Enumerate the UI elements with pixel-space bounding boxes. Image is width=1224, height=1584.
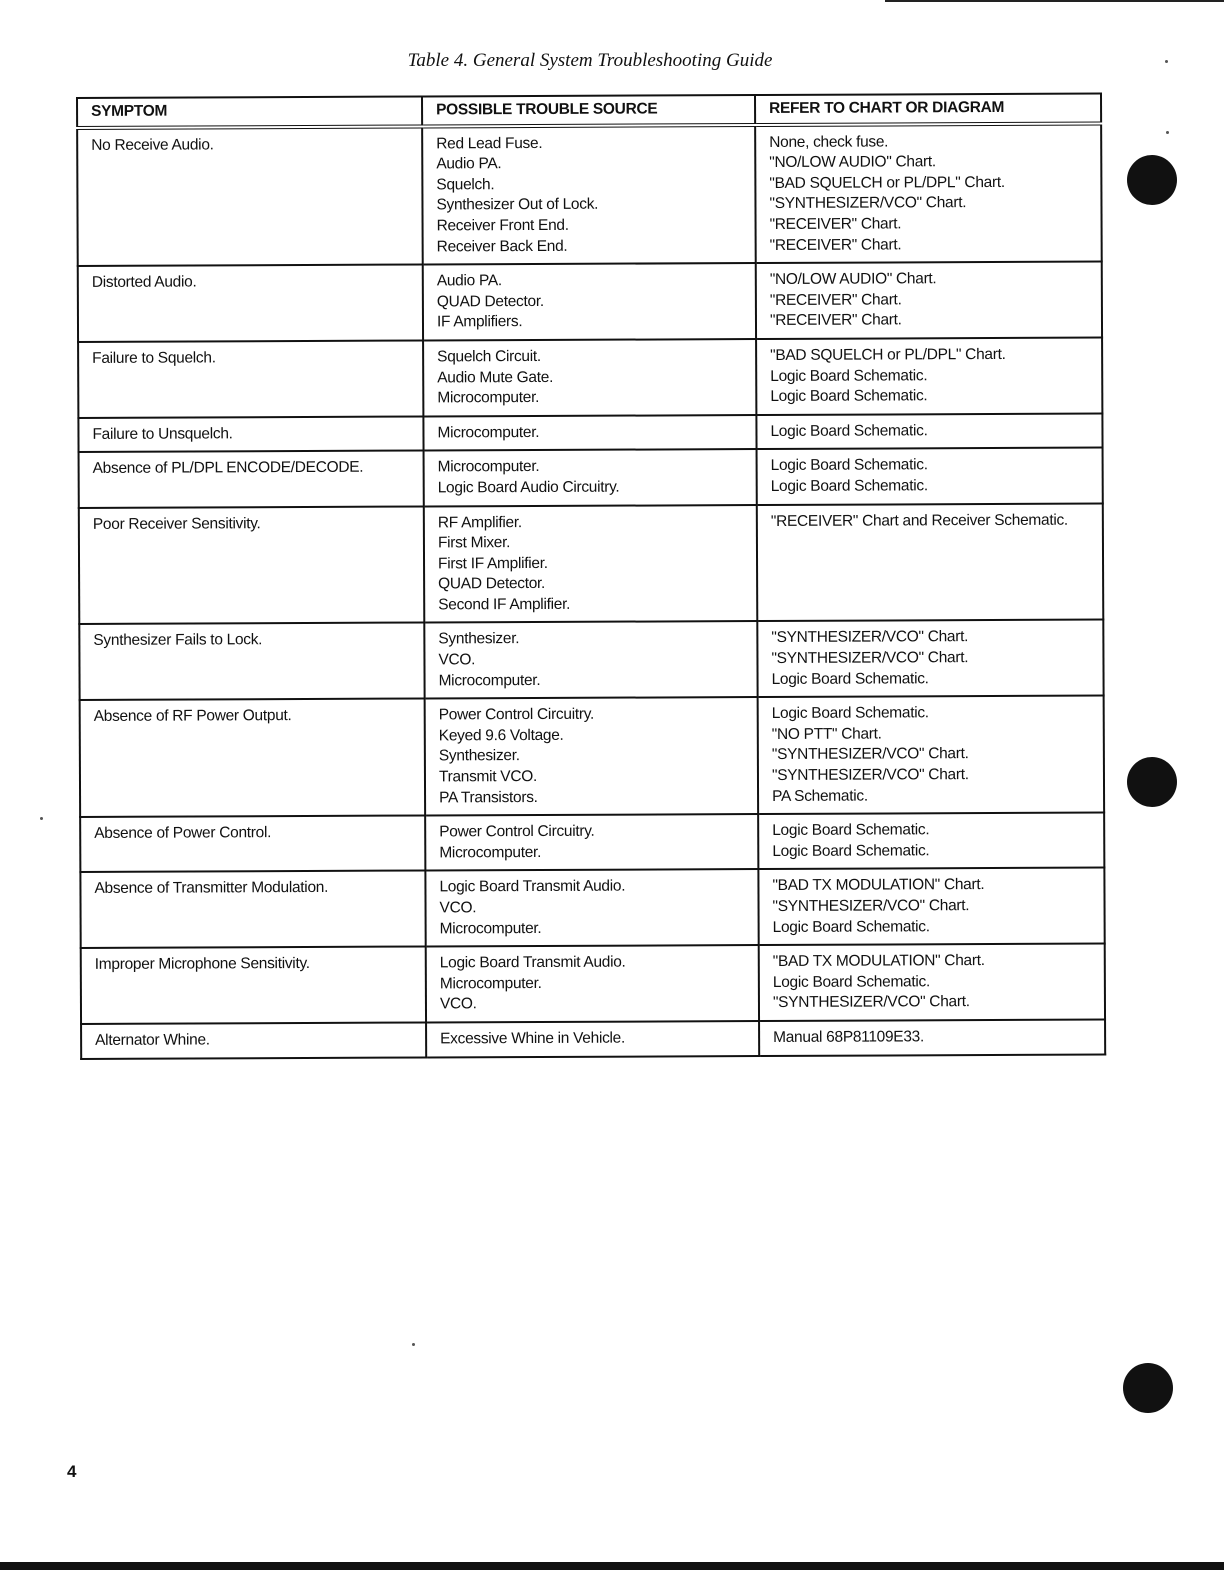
- reference-cell: [755, 123, 1102, 263]
- trouble-source-cell: [422, 125, 756, 265]
- trouble-source-cell: [424, 505, 758, 623]
- header-symptom: SYMPTOM: [77, 96, 422, 127]
- table-title: Table 4. General System Troubleshooting Guide: [407, 50, 773, 71]
- trouble-source-cell: [426, 945, 759, 1022]
- table-row: [80, 696, 1105, 817]
- reference-item: Logic Board Schematic.: [771, 704, 929, 723]
- symptom-text: Distorted Audio.: [91, 273, 197, 292]
- trouble-source-item: Second IF Amplifier.: [438, 595, 571, 614]
- reference-cell: [759, 1019, 1105, 1055]
- trouble-source-item: Squelch Circuit.: [437, 347, 541, 366]
- table-row: [79, 448, 1103, 508]
- scan-speck: [412, 1343, 415, 1346]
- table-row: [80, 868, 1104, 948]
- scan-speck: [1166, 131, 1169, 134]
- trouble-source-item: VCO.: [438, 651, 476, 669]
- symptom-cell: [79, 451, 424, 508]
- symptom-text: Failure to Unsquelch.: [92, 425, 233, 443]
- trouble-source-item: Transmit VCO.: [438, 768, 538, 786]
- reference-item: "SYNTHESIZER/VCO" Chart.: [771, 649, 969, 668]
- trouble-source-item: Keyed 9.6 Voltage.: [438, 726, 564, 745]
- reference-item: Logic Board Schematic.: [771, 669, 929, 688]
- reference-item: Manual 68P81109E33.: [773, 1028, 925, 1046]
- scan-edge-bottom: [0, 1562, 1224, 1570]
- reference-item: "BAD SQUELCH or PL/DPL" Chart.: [770, 345, 1006, 364]
- symptom-text: Absence of Transmitter Modulation.: [94, 879, 329, 898]
- trouble-source-item: QUAD Detector.: [438, 575, 546, 593]
- reference-cell: [758, 813, 1104, 870]
- trouble-source-item: Power Control Circuitry.: [438, 705, 595, 724]
- reference-item: Logic Board Schematic.: [770, 387, 928, 406]
- trouble-source-item: QUAD Detector.: [436, 292, 544, 311]
- reference-item: "SYNTHESIZER/VCO" Chart.: [771, 766, 969, 785]
- trouble-source-cell: [426, 1021, 759, 1057]
- trouble-source-item: Audio PA.: [436, 272, 502, 290]
- reference-cell: [756, 262, 1102, 339]
- symptom-cell: [78, 416, 423, 452]
- trouble-source-item: Excessive Whine in Vehicle.: [440, 1029, 626, 1048]
- reference-item: Logic Board Schematic.: [772, 821, 930, 840]
- troubleshooting-table-container: [76, 93, 1104, 1060]
- trouble-source-item: RF Amplifier.: [437, 513, 522, 531]
- reference-item: "RECEIVER" Chart.: [769, 311, 902, 330]
- header-refer-chart: REFER TO CHART OR DIAGRAM: [755, 94, 1101, 125]
- scan-edge-top: [885, 0, 1224, 2]
- trouble-source-item: First Mixer.: [437, 534, 511, 552]
- table-row: [78, 413, 1102, 452]
- symptom-text: Failure to Squelch.: [92, 349, 216, 367]
- trouble-source-cell: [425, 869, 758, 946]
- trouble-source-item: Synthesizer Out of Lock.: [436, 196, 599, 214]
- table-row: [81, 944, 1105, 1024]
- symptom-text: Alternator Whine.: [95, 1031, 210, 1049]
- trouble-source-item: Audio Mute Gate.: [437, 368, 554, 386]
- symptom-cell: [78, 265, 423, 342]
- reference-item: "SYNTHESIZER/VCO" Chart.: [771, 628, 969, 647]
- trouble-source-item: Synthesizer.: [438, 630, 520, 648]
- trouble-source-item: Microcomputer.: [437, 423, 540, 442]
- symptom-cell: [77, 126, 423, 266]
- table-body: [77, 123, 1105, 1058]
- trouble-source-cell: [424, 449, 757, 506]
- table-row: [77, 123, 1102, 266]
- trouble-source-item: PA Transistors.: [439, 788, 538, 807]
- reference-item: "BAD TX MODULATION" Chart.: [772, 876, 985, 895]
- trouble-source-cell: [424, 622, 757, 699]
- reference-item: "BAD TX MODULATION" Chart.: [772, 952, 985, 971]
- scan-speck: [1165, 60, 1168, 63]
- trouble-source-item: Logic Board Transmit Audio.: [439, 878, 626, 896]
- trouble-source-item: VCO.: [439, 995, 477, 1013]
- trouble-source-item: Microcomputer.: [437, 389, 540, 407]
- trouble-source-item: Microcomputer.: [437, 458, 540, 476]
- symptom-cell: [79, 506, 425, 624]
- trouble-source-item: Microcomputer.: [439, 843, 542, 862]
- reference-item: Logic Board Schematic.: [770, 422, 928, 440]
- table-row: [80, 813, 1104, 873]
- reference-cell: [758, 696, 1105, 814]
- reference-item: "RECEIVER" Chart.: [769, 291, 902, 309]
- trouble-source-item: Microcomputer.: [438, 671, 541, 690]
- reference-cell: [759, 944, 1105, 1021]
- table-row: [81, 1019, 1105, 1058]
- reference-item: "BAD SQUELCH or PL/DPL" Chart.: [769, 173, 1005, 192]
- reference-item: "RECEIVER" Chart.: [769, 235, 902, 254]
- reference-item: Logic Board Schematic.: [772, 973, 931, 991]
- trouble-source-item: Logic Board Transmit Audio.: [439, 953, 626, 972]
- symptom-text: Poor Receiver Sensitivity.: [92, 514, 261, 533]
- troubleshooting-table: [76, 93, 1106, 1060]
- binder-hole: [1123, 1363, 1173, 1413]
- symptom-text: No Receive Audio.: [91, 135, 214, 154]
- table-row: [79, 620, 1103, 700]
- symptom-text: Improper Microphone Sensitivity.: [94, 955, 310, 974]
- reference-item: Logic Board Schematic.: [770, 366, 928, 385]
- symptom-text: Absence of RF Power Output.: [93, 707, 292, 726]
- trouble-source-item: Audio PA.: [436, 155, 502, 173]
- reference-cell: [757, 448, 1103, 505]
- trouble-source-cell: [425, 814, 758, 871]
- table-header-row: [77, 94, 1101, 128]
- reference-item: "SYNTHESIZER/VCO" Chart.: [772, 897, 970, 915]
- binder-hole: [1127, 155, 1177, 205]
- symptom-cell: [80, 816, 425, 873]
- scan-speck: [40, 817, 43, 820]
- symptom-cell: [79, 623, 424, 700]
- trouble-source-item: Power Control Circuitry.: [439, 822, 595, 841]
- reference-cell: [756, 413, 1102, 449]
- symptom-text: Synthesizer Fails to Lock.: [93, 631, 263, 650]
- reference-item: Logic Board Schematic.: [770, 456, 928, 475]
- symptom-cell: [80, 871, 425, 948]
- reference-item: "NO/LOW AUDIO" Chart.: [769, 153, 936, 172]
- reference-item: Logic Board Schematic.: [770, 477, 928, 495]
- reference-item: Logic Board Schematic.: [772, 842, 930, 860]
- reference-item: "RECEIVER" Chart.: [769, 215, 902, 233]
- reference-item: "RECEIVER" Chart and Receiver Schematic.: [770, 511, 1068, 530]
- table-row: [79, 503, 1104, 624]
- reference-item: "SYNTHESIZER/VCO" Chart.: [769, 194, 967, 213]
- symptom-cell: [81, 947, 426, 1024]
- trouble-source-item: Synthesizer.: [438, 747, 520, 765]
- reference-item: "NO PTT" Chart.: [771, 725, 882, 743]
- reference-cell: [756, 337, 1102, 414]
- reference-item: "NO/LOW AUDIO" Chart.: [769, 270, 937, 289]
- header-trouble-source: POSSIBLE TROUBLE SOURCE: [422, 95, 755, 126]
- symptom-text: Absence of PL/DPL ENCODE/DECODE.: [92, 459, 364, 478]
- symptom-text: Absence of Power Control.: [94, 824, 272, 843]
- trouble-source-cell: [423, 415, 756, 451]
- page-number: 4: [67, 1462, 77, 1481]
- symptom-cell: [81, 1022, 426, 1058]
- reference-cell: [758, 868, 1104, 945]
- table-row: [78, 262, 1102, 342]
- reference-item: "SYNTHESIZER/VCO" Chart.: [771, 745, 969, 764]
- trouble-source-cell: [423, 263, 756, 340]
- symptom-cell: [80, 699, 426, 817]
- reference-item: None, check fuse.: [769, 133, 889, 151]
- reference-cell: [757, 620, 1103, 697]
- trouble-source-cell: [425, 697, 759, 815]
- symptom-cell: [78, 340, 423, 417]
- reference-item: PA Schematic.: [772, 787, 868, 805]
- trouble-source-item: Microcomputer.: [439, 919, 542, 938]
- reference-item: "SYNTHESIZER/VCO" Chart.: [772, 993, 970, 1012]
- trouble-source-item: Logic Board Audio Circuitry.: [437, 478, 620, 497]
- table-row: [78, 337, 1102, 417]
- reference-item: Logic Board Schematic.: [772, 917, 930, 936]
- reference-cell: [757, 503, 1104, 621]
- trouble-source-item: VCO.: [439, 899, 477, 917]
- trouble-source-item: First IF Amplifier.: [438, 554, 548, 573]
- trouble-source-item: IF Amplifiers.: [436, 313, 523, 331]
- trouble-source-item: Receiver Back End.: [436, 237, 568, 255]
- trouble-source-item: Receiver Front End.: [436, 216, 569, 235]
- trouble-source-item: Squelch.: [436, 175, 495, 194]
- trouble-source-cell: [423, 339, 756, 416]
- trouble-source-item: Microcomputer.: [439, 974, 542, 993]
- binder-hole: [1127, 757, 1177, 807]
- trouble-source-item: Red Lead Fuse.: [436, 134, 543, 153]
